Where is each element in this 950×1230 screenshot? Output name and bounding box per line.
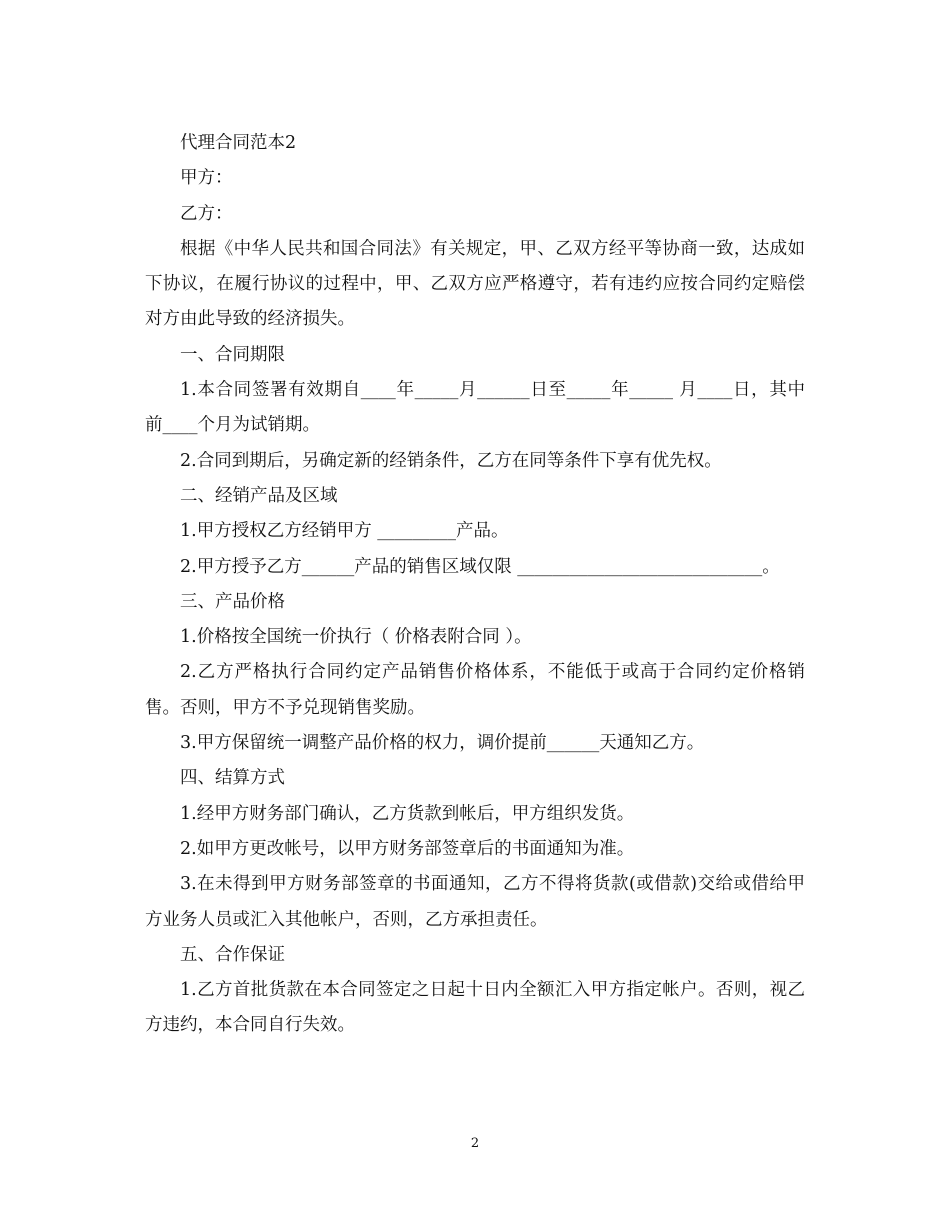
clause-term-2: 2.合同到期后，另确定新的经销条件，乙方在同等条件下享有优先权。 (180, 450, 722, 471)
party-a-line: 甲方： (180, 168, 233, 189)
party-b-line: 乙方： (180, 203, 233, 224)
clause-price-2: 2.乙方严格执行合同约定产品销售价格体系，不能低于或高于合同约定价格销售。否则，甲方不予兑现销售奖励。 (145, 662, 805, 718)
document-title: 代理合同范本2 (180, 133, 297, 153)
page-number: 2 (470, 1136, 480, 1151)
clause-products-1: 1.甲方授权乙方经销甲方 _________产品。 (180, 521, 509, 542)
document-body (145, 126, 805, 1044)
section-heading-settlement: 四、结算方式 (180, 768, 285, 789)
clause-price-1: 1.价格按全国统一价执行（ 价格表附合同 ）。 (180, 627, 532, 648)
section-heading-guarantee: 五、合作保证 (180, 944, 285, 965)
clause-guarantee-1: 1.乙方首批货款在本合同签定之日起十日内全额汇入甲方指定帐户。否则，视乙方违约，本合同自行失效。 (145, 980, 805, 1036)
section-heading-term: 一、合同期限 (180, 344, 285, 365)
section-heading-price: 三、产品价格 (180, 591, 285, 612)
clause-settlement-3: 3.在未得到甲方财务部签章的书面通知，乙方不得将货款(或借款)交给或借给甲方业务人员或汇入其他帐户，否则，乙方承担责任。 (145, 874, 805, 930)
clause-settlement-1: 1.经甲方财务部门确认，乙方货款到帐后，甲方组织发货。 (180, 803, 635, 824)
clause-price-3: 3.甲方保留统一调整产品价格的权力，调价提前______天通知乙方。 (180, 733, 705, 754)
clause-term-1: 1.本合同签署有效期自____年_____月______日至_____年_____ 月____日，其中前____个月为试销期。 (145, 380, 805, 436)
clause-products-2: 2.甲方授予乙方______产品的销售区域仅限 ____________________________。 (180, 556, 780, 577)
intro-paragraph: 根据《中华人民共和国合同法》有关规定，甲、乙双方经平等协商一致，达成如下协议，在履行协议的过程中，甲、乙双方应严格遵守，若有违约应按合同约定赔偿对方由此导致的经济损失。 (145, 238, 805, 330)
section-heading-products: 二、经销产品及区域 (180, 485, 338, 506)
clause-settlement-2: 2.如甲方更改帐号，以甲方财务部签章后的书面通知为准。 (180, 838, 635, 859)
